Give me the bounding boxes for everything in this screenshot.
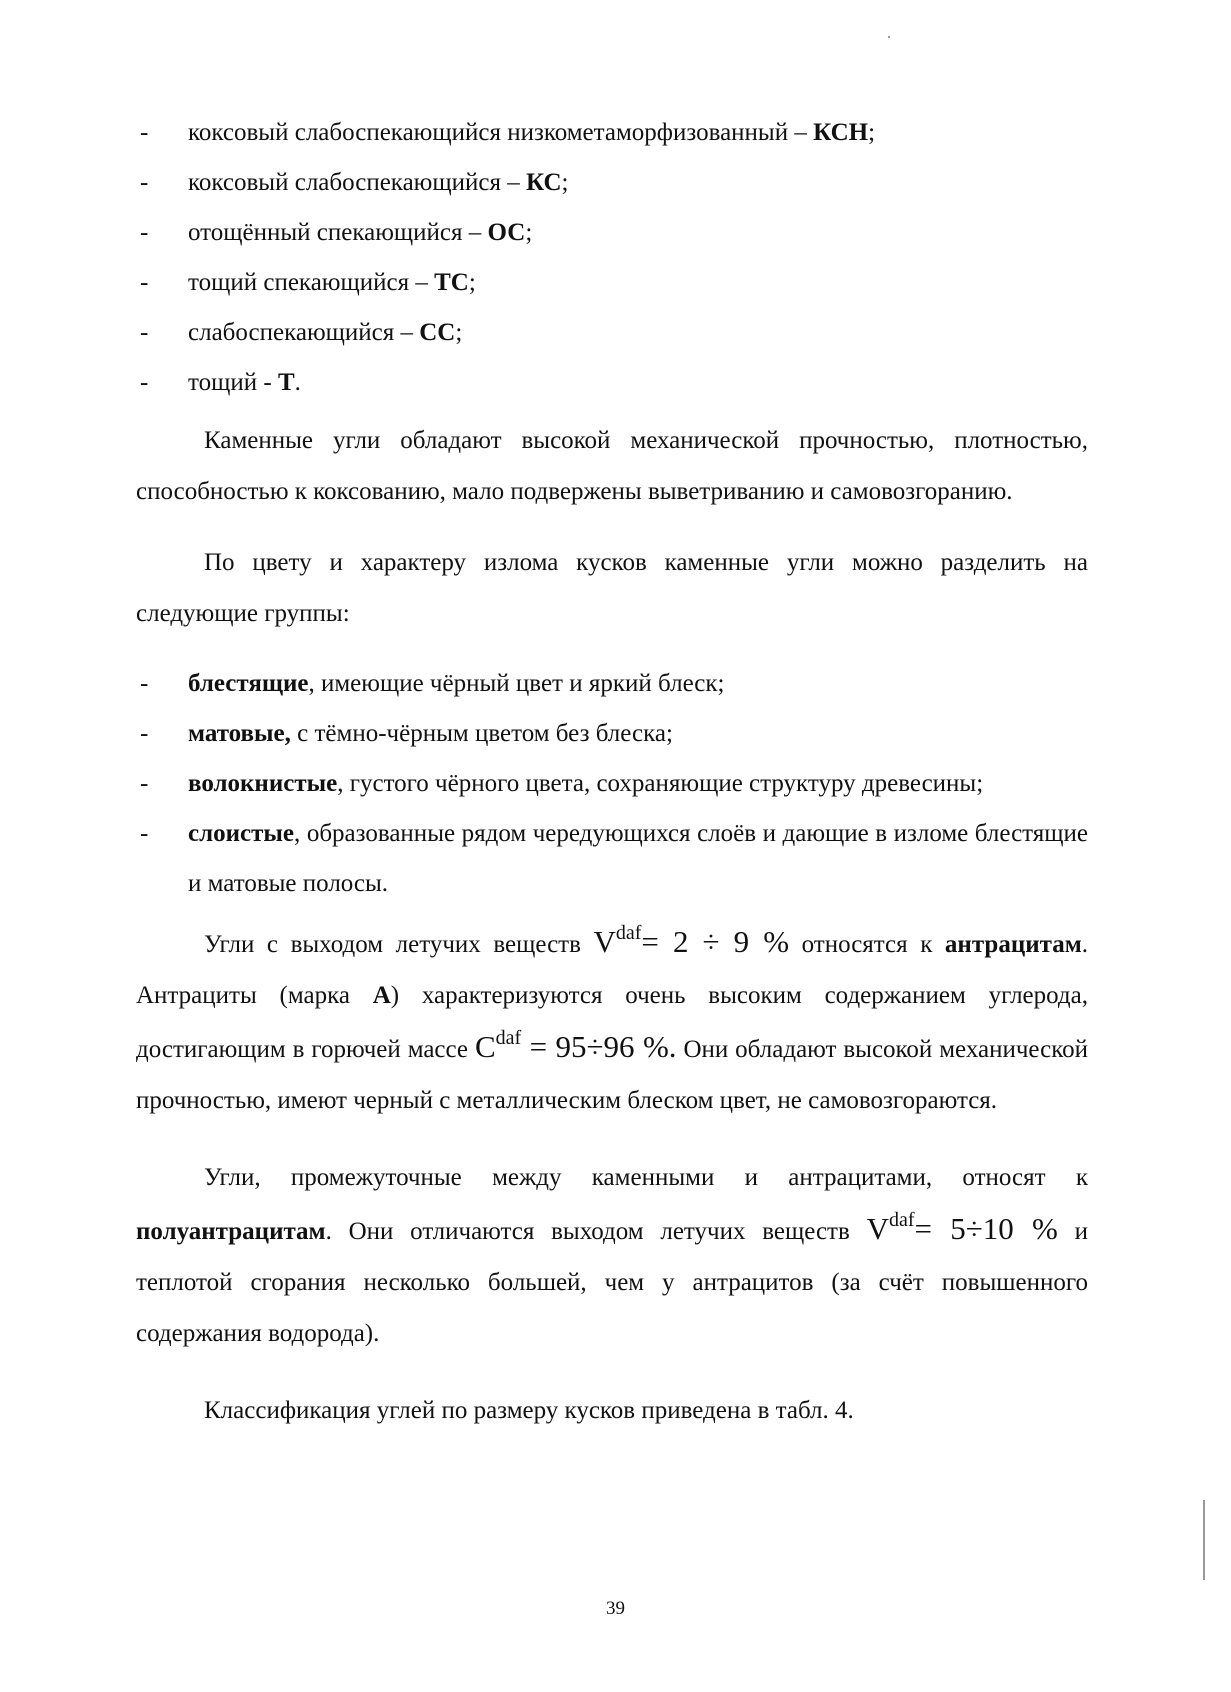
list-item: - слабоспекающийся – СС; — [136, 308, 1088, 358]
list-dash: - — [140, 269, 149, 296]
mark-code: КСН — [813, 119, 869, 146]
paragraph-anthracite: Угли с выходом летучих веществ $V^{daf}= 2 \div 9$ % относятся к антрацитам. Антрациты (марка А) характеризуются очень высоким содержанием углерода, достигающим в горючей массе $C^{daf} = 95\div 96$ %. Они обладают высокой механической прочностью, имеют черный с металлическим блеском цвет, не самовозгораются. — [136, 922, 1088, 1114]
group-term: блестящие — [188, 670, 309, 697]
list-item: - тощий спекающийся – ТС; — [136, 258, 1088, 308]
list-dash: - — [140, 720, 149, 747]
list-item: - коксовый слабоспекающийся – КС; — [136, 158, 1088, 208]
paragraph-groups-intro: По цвету и характеру излома кусков каменные угли можно разделить на следующие группы: — [136, 549, 1088, 627]
paragraph-properties: Каменные угли обладают высокой механической прочностью, плотностью, способностью к коксованию, мало подвержены выветриванию и самовозгоранию. — [136, 427, 1088, 505]
term-anthracite: антрацитам — [944, 931, 1082, 958]
page-number: 39 — [606, 1598, 625, 1619]
mark-code: СС — [419, 319, 456, 346]
list-item: - слоистые, образованные рядом чередующихся слоёв и дающие в изломе блестящие и матовые полосы. — [136, 809, 1088, 909]
mark-code: Т — [277, 369, 295, 396]
list-dash: - — [140, 219, 149, 246]
term-semianthracite: полуантрацитам — [136, 1218, 326, 1245]
list-item: - матовые, с тёмно-чёрным цветом без блеска; — [136, 709, 1088, 759]
group-term: волокнистые — [188, 770, 338, 797]
list-item: - тощий - Т. — [136, 358, 1088, 408]
list-dash: - — [140, 770, 149, 797]
list-dash: - — [140, 369, 149, 396]
list-item: - волокнистые, густого чёрного цвета, сохраняющие структуру древесины; — [136, 759, 1088, 809]
scan-artifact-line — [1203, 1500, 1205, 1580]
group-term: слоистые — [188, 820, 295, 847]
list-dash: - — [140, 119, 149, 146]
page-content — [136, 108, 1088, 1436]
list-item: - отощённый спекающийся – ОС; — [136, 208, 1088, 258]
list-dash: - — [140, 820, 149, 847]
list-item: - блестящие, имеющие чёрный цвет и яркий блеск; — [136, 659, 1088, 709]
list-dash: - — [140, 670, 149, 697]
formula-carbon: $C^{daf} = 95\div 96$ %. — [474, 1027, 677, 1064]
mark-letter: А — [372, 982, 391, 1009]
list-dash: - — [140, 319, 149, 346]
group-term: матовые, — [188, 720, 291, 747]
list-dash: - — [140, 169, 149, 196]
paragraph-table-reference: Классификация углей по размеру кусков приведена в табл. 4. — [204, 1397, 854, 1424]
formula-volatile: $V^{daf}= 2 \div 9$ % — [593, 922, 790, 959]
coal-groups-list — [136, 659, 1088, 909]
paragraph-semianthracite: Угли, промежуточные между каменными и антрацитами, относят к полуантрацитам. Они отличаются выходом летучих веществ $V^{daf}= 5\div 10$ % и теплотой сгорания несколько большей, чем у антрацитов (за счёт повышенного содержания водорода). — [136, 1164, 1088, 1347]
scan-artifact-dot — [888, 36, 890, 38]
coal-marks-list — [136, 108, 1088, 408]
list-item: - коксовый слабоспекающийся низкометаморфизованный – КСН; — [136, 108, 1088, 158]
formula-volatile: $V^{daf}= 5\div 10$ % — [866, 1209, 1058, 1246]
mark-code: КС — [525, 169, 562, 196]
mark-code: ОС — [487, 219, 526, 246]
mark-code: ТС — [434, 269, 469, 296]
